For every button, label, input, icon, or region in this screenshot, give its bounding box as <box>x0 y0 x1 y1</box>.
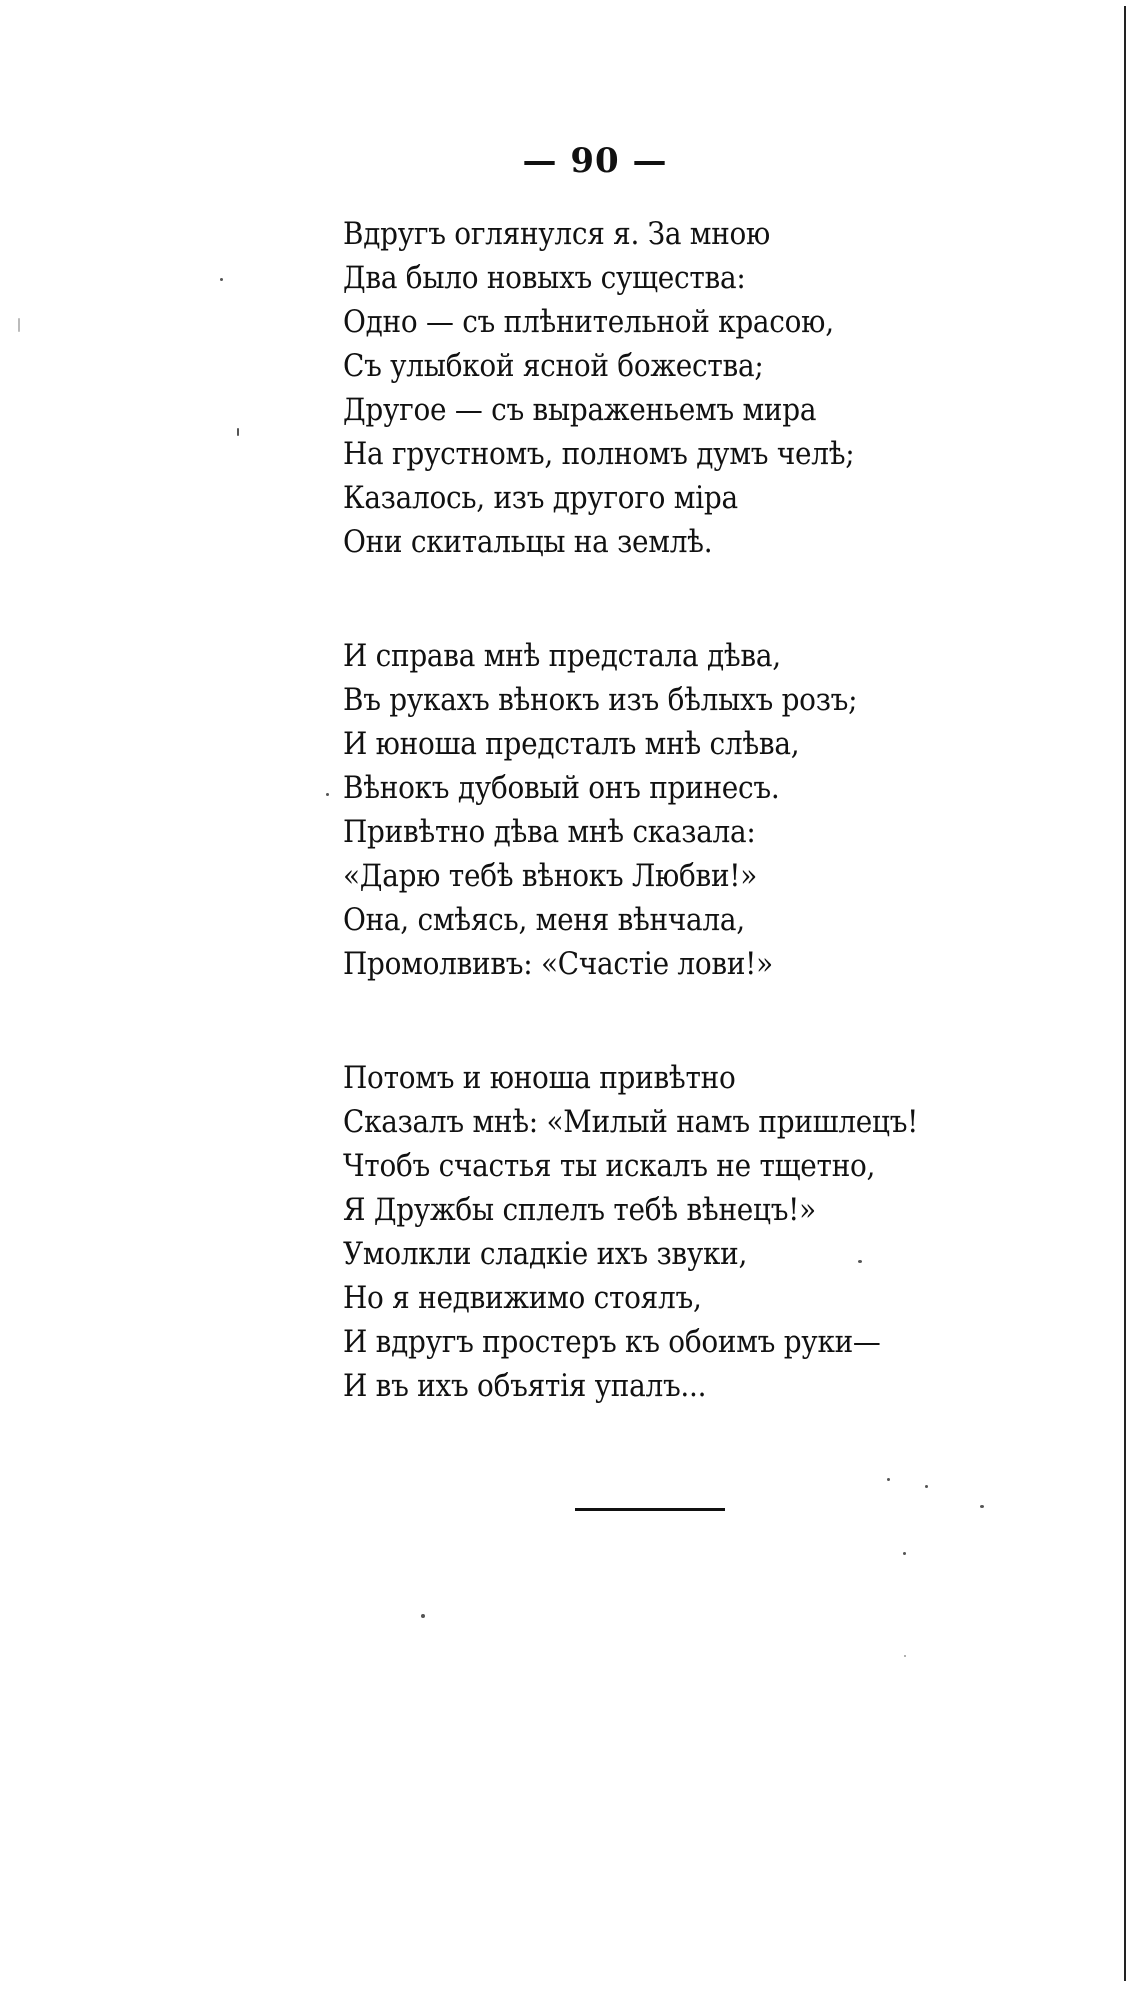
poem-line: Два было новыхъ существа: <box>343 260 746 296</box>
scan-speck <box>887 1478 890 1481</box>
poem-line: Но я недвижимо стоялъ, <box>343 1280 702 1316</box>
poem-line: Одно — съ плѣнительной красою, <box>343 304 834 340</box>
poem-line: Они скитальцы на землѣ. <box>343 524 713 560</box>
poem-line: Чтобъ счастья ты искалъ не тщетно, <box>343 1148 876 1184</box>
poem <box>343 212 1023 1478</box>
poem-line: Вѣнокъ дубовый онъ принесъ. <box>343 770 780 806</box>
scan-speck <box>904 1655 906 1657</box>
poem-line: Промолвивъ: «Счастіе лови!» <box>343 946 773 982</box>
stanza-3 <box>343 1056 1023 1408</box>
poem-line: Умолкли сладкіе ихъ звуки, <box>343 1236 748 1272</box>
scan-speck <box>326 793 329 796</box>
poem-line: На грустномъ, полномъ думъ челѣ; <box>343 436 855 472</box>
end-rule <box>575 1508 725 1511</box>
poem-line: Я Дружбы сплелъ тебѣ вѣнецъ!» <box>343 1192 816 1228</box>
poem-line: Съ улыбкой ясной божества; <box>343 348 764 384</box>
scan-speck <box>980 1505 984 1508</box>
scan-speck <box>237 428 239 436</box>
poem-line: Казалось, изъ другого міра <box>343 480 738 516</box>
scan-speck <box>925 1485 928 1488</box>
poem-line: Потомъ и юноша привѣтно <box>343 1060 736 1096</box>
poem-line: Она, смѣясь, меня вѣнчала, <box>343 902 745 938</box>
poem-line: Другое — съ выраженьемъ мира <box>343 392 817 428</box>
stanza-1 <box>343 212 1023 564</box>
poem-line: И справа мнѣ предстала дѣва, <box>343 638 781 674</box>
page-number: — 90 — <box>522 141 668 181</box>
scan-speck <box>18 318 20 332</box>
poem-line: Сказалъ мнѣ: «Милый намъ пришлецъ! <box>343 1104 919 1140</box>
poem-line: И юноша предсталъ мнѣ слѣва, <box>343 726 800 762</box>
scan-speck <box>903 1552 906 1555</box>
page-edge-line <box>1124 6 1126 1981</box>
stanza-2 <box>343 634 1023 986</box>
poem-line: Въ рукахъ вѣнокъ изъ бѣлыхъ розъ; <box>343 682 858 718</box>
scan-speck <box>421 1614 425 1618</box>
poem-line: Привѣтно дѣва мнѣ сказала: <box>343 814 756 850</box>
scan-speck <box>220 278 223 281</box>
scan-speck <box>858 1260 862 1263</box>
poem-line: Вдругъ оглянулся я. За мною <box>343 216 771 252</box>
poem-line: И въ ихъ объятія упалъ... <box>343 1368 707 1404</box>
poem-line: И вдругъ простеръ къ обоимъ руки— <box>343 1324 881 1360</box>
poem-line: «Дарю тебѣ вѣнокъ Любви!» <box>343 858 758 894</box>
